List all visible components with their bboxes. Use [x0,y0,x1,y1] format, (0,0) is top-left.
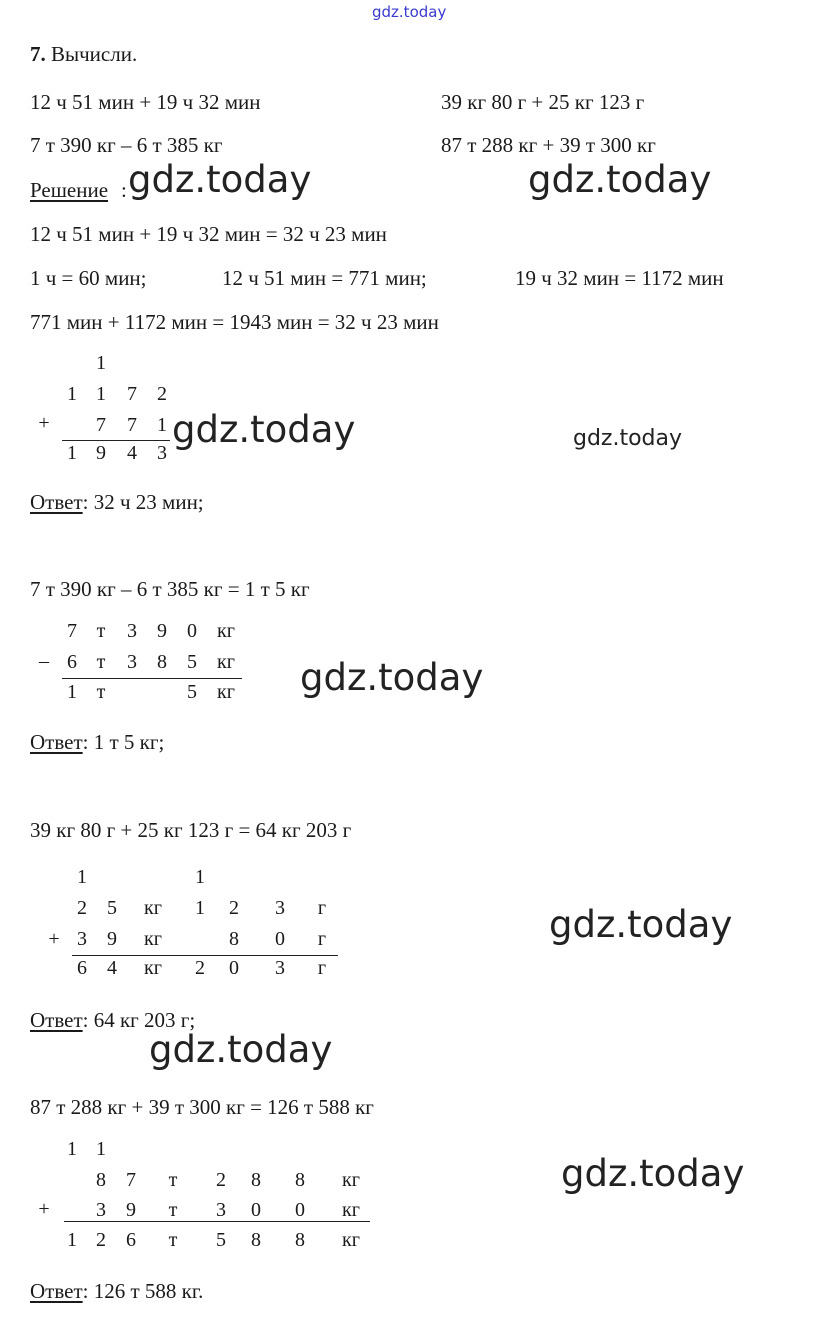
part2-row2-digit: 6 [67,651,77,673]
part3-row1-digit: 2 [229,897,239,919]
part1-result-digit: 9 [96,442,106,464]
answer-value: : 1 т 5 кг; [82,730,165,754]
part3-row2-digit: 3 [77,928,87,950]
part1-conversion-1: 1 ч = 60 мин; [30,266,147,290]
part4-row1-digit: кг [342,1169,360,1191]
part2-result-digit: т [96,681,106,703]
answer-label: Ответ [30,730,83,754]
part4-result-digit: т [168,1229,178,1251]
part4-row2-digit: 9 [126,1199,136,1221]
part1-operator: + [38,412,50,434]
part4-result-digit: 6 [126,1229,136,1251]
watermark-top: gdz.today [372,3,447,21]
part1-result-line [62,440,170,441]
part3-row2-digit: 9 [107,928,117,950]
watermark-3: gdz.today [172,408,356,451]
part4-row1-digit: 8 [96,1169,106,1191]
part3-row1-digit: 5 [107,897,117,919]
part1-equation: 12 ч 51 мин + 19 ч 32 мин = 32 ч 23 мин [30,222,387,246]
part3-result-digit: г [317,957,327,979]
part2-result-line [62,678,242,679]
answer-label: Ответ [30,490,83,514]
part3-result-digit: кг [144,957,162,979]
task-expression-2: 39 кг 80 г + 25 кг 123 г [441,90,645,114]
part2-answer [30,730,164,755]
task-expression-3: 7 т 390 кг – 6 т 385 кг [30,133,223,157]
part4-result-digit: 1 [67,1229,77,1251]
part3-row1-digit: 2 [77,897,87,919]
task-expression-4: 87 т 288 кг + 39 т 300 кг [441,133,656,157]
part3-row1-digit: г [317,897,327,919]
part4-result-digit: 8 [251,1229,261,1251]
watermark-6: gdz.today [549,903,733,946]
part1-result-digit: 4 [127,442,137,464]
part1-result-digit: 3 [157,442,167,464]
part1-row1-digit: 1 [67,383,77,405]
part2-row2-digit: 8 [157,651,167,673]
part4-result-digit: кг [342,1229,360,1251]
part3-equation: 39 кг 80 г + 25 кг 123 г = 64 кг 203 г [30,818,352,842]
watermark-2: gdz.today [528,158,712,201]
answer-value: : 64 кг 203 г; [82,1008,196,1032]
part4-result-digit: 5 [216,1229,226,1251]
part1-row1-digit: 2 [157,383,167,405]
part1-row1-digit: 7 [127,383,137,405]
answer-label: Ответ [30,1279,83,1303]
part4-row2-digit: 0 [295,1199,305,1221]
part1-row2-digit: 7 [127,414,137,436]
answer-label: Ответ [30,1008,83,1032]
part4-row1-digit: 7 [126,1169,136,1191]
part3-row2-digit: 0 [275,928,285,950]
part2-row1-digit: 9 [157,620,167,642]
watermark-5: gdz.today [300,656,484,699]
task-title: Вычисли. [51,42,138,66]
watermark-4: gdz.today [573,426,683,451]
part4-row1-digit: т [168,1169,178,1191]
part2-result-digit: кг [217,681,235,703]
part4-row1-digit: 2 [216,1169,226,1191]
part3-row1-digit: кг [144,897,162,919]
part4-result-digit: 8 [295,1229,305,1251]
part3-carry-digit: 1 [77,866,87,888]
part2-row2-digit: 3 [127,651,137,673]
part4-row2-digit: т [168,1199,178,1221]
part3-row1-digit: 3 [275,897,285,919]
part3-operator: + [48,928,60,950]
answer-value: : 32 ч 23 мин; [82,490,204,514]
part4-row1-digit: 8 [295,1169,305,1191]
part1-row1-digit: 1 [96,383,106,405]
part1-carry-digit: 1 [96,352,106,374]
part1-row2-digit: 7 [96,414,106,436]
task-heading [30,42,137,67]
watermark-8: gdz.today [561,1152,745,1195]
part1-row2-digit: 1 [157,414,167,436]
part3-row2-digit: кг [144,928,162,950]
part4-answer [30,1279,203,1304]
part2-operator: – [39,650,49,672]
part4-row2-digit: кг [342,1199,360,1221]
part4-row2-digit: 3 [216,1199,226,1221]
part1-answer [30,490,204,515]
solution-label: Решение [30,178,109,202]
part1-sum: 771 мин + 1172 мин = 1943 мин = 32 ч 23 мин [30,310,439,334]
task-expression-1: 12 ч 51 мин + 19 ч 32 мин [30,90,261,114]
part4-equation: 87 т 288 кг + 39 т 300 кг = 126 т 588 кг [30,1095,374,1119]
part4-carry-digit: 1 [67,1138,77,1160]
part1-conversion-3: 19 ч 32 мин = 1172 мин [515,266,724,290]
solution-colon: : [121,178,127,202]
part4-row2-digit: 3 [96,1199,106,1221]
part2-equation: 7 т 390 кг – 6 т 385 кг = 1 т 5 кг [30,577,310,601]
part3-result-digit: 3 [275,957,285,979]
part3-result-digit: 0 [229,957,239,979]
part2-row2-digit: 5 [187,651,197,673]
part3-carry-digit: 1 [195,866,205,888]
part2-row2-digit: т [96,651,106,673]
part4-row1-digit: 8 [251,1169,261,1191]
part4-result-digit: 2 [96,1229,106,1251]
part2-row2-digit: кг [217,651,235,673]
part2-row1-digit: кг [217,620,235,642]
part2-row1-digit: т [96,620,106,642]
part3-row1-digit: 1 [195,897,205,919]
part3-result-digit: 6 [77,957,87,979]
part2-result-digit: 5 [187,681,197,703]
watermark-7: gdz.today [149,1028,333,1071]
part2-result-digit: 1 [67,681,77,703]
part2-row1-digit: 0 [187,620,197,642]
part2-row1-digit: 3 [127,620,137,642]
part4-carry-digit: 1 [96,1138,106,1160]
part3-result-digit: 4 [107,957,117,979]
part4-operator: + [38,1198,50,1220]
answer-value: : 126 т 588 кг. [82,1279,204,1303]
part2-row1-digit: 7 [67,620,77,642]
part4-row2-digit: 0 [251,1199,261,1221]
part3-result-line [72,955,338,956]
task-number: 7. [30,42,46,66]
part3-row2-digit: 8 [229,928,239,950]
part3-row2-digit: г [317,928,327,950]
part1-conversion-2: 12 ч 51 мин = 771 мин; [222,266,427,290]
part3-result-digit: 2 [195,957,205,979]
part1-result-digit: 1 [67,442,77,464]
part4-result-line [64,1221,370,1222]
watermark-1: gdz.today [128,158,312,201]
